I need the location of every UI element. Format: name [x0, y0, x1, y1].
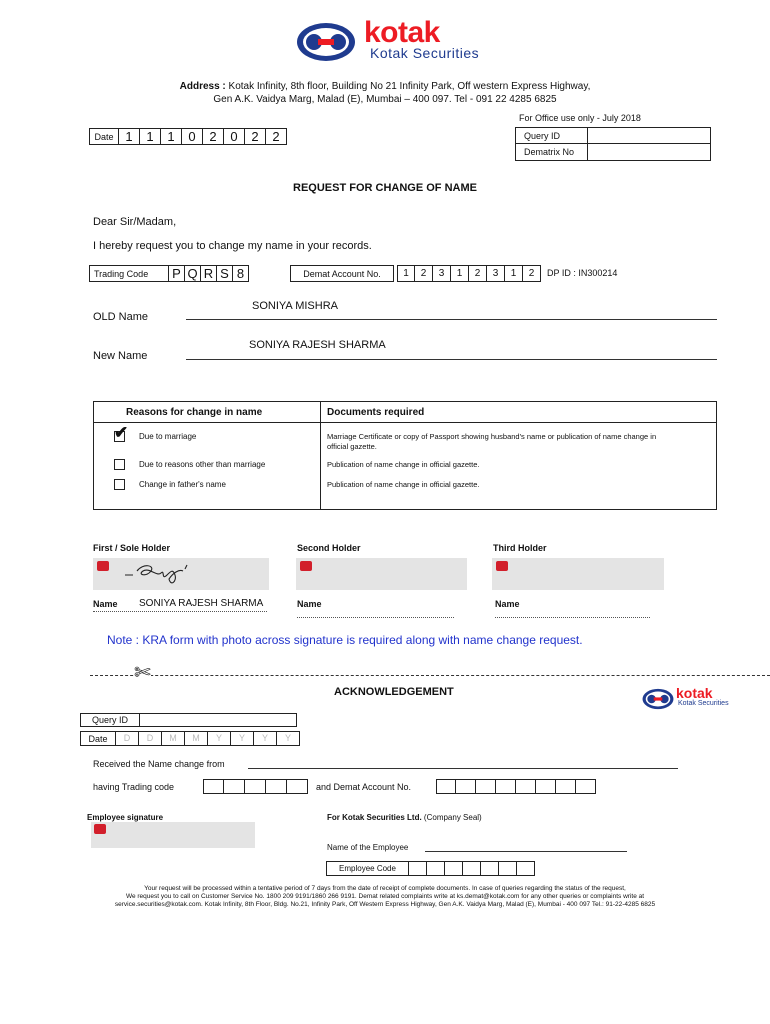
- required-document: Publication of name change in official gazette.: [327, 460, 480, 469]
- employee-name-label: Name of the Employee: [327, 843, 409, 852]
- for-company: [327, 813, 482, 822]
- address-label: Address :: [179, 81, 226, 92]
- reasons-table: [93, 401, 717, 510]
- employee-code-cell[interactable]: [481, 861, 499, 876]
- ack-trading-cell[interactable]: [266, 779, 287, 794]
- footer-line1: Your request will be processed within a tentative period of 7 days from the date of receipt of complete documents. In case of queries regarding the status of the request,: [144, 885, 626, 892]
- dematrix-field[interactable]: [588, 144, 710, 160]
- dematrix-label: Dematrix No: [516, 144, 588, 160]
- reason-label: Due to marriage: [139, 432, 197, 441]
- demat-digit: 1: [397, 265, 415, 282]
- ack-trading-cell[interactable]: [245, 779, 266, 794]
- employee-code-label: Employee Code: [326, 861, 409, 876]
- company-seal: (Company Seal): [423, 813, 482, 822]
- documents-header: Documents required: [327, 407, 425, 418]
- brand-name: kotak: [364, 16, 440, 49]
- ack-demat-cell[interactable]: [576, 779, 596, 794]
- reason-label: Change in father's name: [139, 480, 226, 489]
- trading-code-char: 8: [233, 265, 249, 282]
- demat-label: Demat Account No.: [290, 265, 394, 282]
- office-use-table: [515, 127, 711, 161]
- demat-digit: 2: [523, 265, 541, 282]
- date-digits: [119, 128, 287, 145]
- brand-sub: Kotak Securities: [370, 45, 480, 61]
- ack-brand-sub: Kotak Securities: [678, 700, 729, 707]
- employee-code-cells: [409, 861, 535, 876]
- kotak-emblem-icon: [296, 22, 356, 62]
- query-id-label: Query ID: [516, 128, 588, 143]
- dp-id: DP ID : IN300214: [547, 268, 618, 278]
- signature-flag-icon: [97, 561, 109, 571]
- demat-digit: 1: [505, 265, 523, 282]
- ack-date-cell[interactable]: M: [162, 731, 185, 746]
- for-company-name: For Kotak Securities Ltd.: [327, 813, 422, 822]
- demat-digit: 3: [487, 265, 505, 282]
- ack-trading-label: having Trading code: [93, 782, 175, 792]
- handwritten-signature: [121, 559, 201, 589]
- date-digit: 2: [203, 128, 224, 145]
- ack-date-cells: [116, 731, 300, 746]
- query-id-field[interactable]: [588, 128, 710, 143]
- demat-account-field[interactable]: [290, 265, 541, 282]
- ack-demat-cells[interactable]: [436, 779, 596, 794]
- ack-demat-cell[interactable]: [436, 779, 456, 794]
- employee-code-cell[interactable]: [517, 861, 535, 876]
- ack-query-id-input[interactable]: [140, 713, 297, 727]
- ack-demat-cell[interactable]: [536, 779, 556, 794]
- third-holder-signature-field[interactable]: [492, 558, 664, 590]
- reasons-header: Reasons for change in name: [126, 407, 263, 418]
- ack-brand-name: kotak: [676, 685, 713, 701]
- signature-flag-icon: [94, 824, 106, 834]
- ack-demat-cell[interactable]: [516, 779, 536, 794]
- date-label: Date: [89, 128, 119, 145]
- ack-demat-cell[interactable]: [456, 779, 476, 794]
- ack-date-cell[interactable]: M: [185, 731, 208, 746]
- old-name-line[interactable]: [186, 319, 717, 320]
- date-digit: 0: [182, 128, 203, 145]
- date-field[interactable]: [89, 128, 287, 145]
- signature-flag-icon: [496, 561, 508, 571]
- ack-title: ACKNOWLEDGEMENT: [334, 686, 454, 698]
- date-digit: 1: [161, 128, 182, 145]
- ack-demat-cell[interactable]: [556, 779, 576, 794]
- ack-trading-code-cells[interactable]: [203, 779, 308, 794]
- trading-code-field[interactable]: [89, 265, 249, 282]
- demat-digit: 2: [469, 265, 487, 282]
- date-digit: 1: [140, 128, 161, 145]
- ack-trading-cell[interactable]: [224, 779, 245, 794]
- kotak-emblem-icon: [642, 688, 674, 710]
- trading-code-cells: [169, 265, 249, 282]
- employee-signature-label: Employee signature: [87, 813, 164, 822]
- ack-demat-cell[interactable]: [496, 779, 516, 794]
- first-holder-name-label: Name: [93, 599, 118, 609]
- second-holder-label: Second Holder: [297, 543, 361, 553]
- demat-digit: 2: [415, 265, 433, 282]
- office-use-note: For Office use only - July 2018: [519, 113, 641, 123]
- address-line2: Gen A.K. Vaidya Marg, Malad (E), Mumbai – 400 097. Tel - 091 22 4285 6825: [213, 94, 557, 105]
- ack-date-cell[interactable]: Y: [208, 731, 231, 746]
- footer-text: [0, 885, 770, 909]
- demat-digit: 3: [433, 265, 451, 282]
- employee-code-cell[interactable]: [427, 861, 445, 876]
- ack-date-cell[interactable]: Y: [231, 731, 254, 746]
- first-holder-name: SONIYA RAJESH SHARMA: [139, 598, 264, 609]
- ack-date-cell[interactable]: D: [139, 731, 162, 746]
- employee-name-line[interactable]: [425, 851, 627, 852]
- salutation: Dear Sir/Madam,: [93, 216, 177, 228]
- date-digit: 2: [245, 128, 266, 145]
- reason-checkbox[interactable]: [114, 459, 125, 470]
- footer-line2: We request you to call on Customer Service No. 1800 209 9191/1860 266 9191. Demat related complaints write at ks.demat@kotak.com for any other queries or complaints write at: [125, 893, 645, 900]
- reason-label: Due to reasons other than marriage: [139, 460, 266, 469]
- employee-code-cell[interactable]: [499, 861, 517, 876]
- new-name-value: SONIYA RAJESH SHARMA: [249, 339, 386, 351]
- request-line: I hereby request you to change my name in your records.: [93, 240, 372, 252]
- third-holder-name-label: Name: [495, 599, 520, 609]
- date-digit: 0: [224, 128, 245, 145]
- form-title: REQUEST FOR CHANGE OF NAME: [293, 182, 477, 194]
- kotak-logo: [296, 16, 496, 64]
- address-block: [0, 80, 770, 106]
- ack-demat-cell[interactable]: [476, 779, 496, 794]
- demat-digit-cells: [397, 265, 541, 282]
- ack-query-id-label: Query ID: [80, 713, 140, 727]
- ack-date-field[interactable]: [80, 731, 300, 746]
- ack-date-cell[interactable]: D: [116, 731, 139, 746]
- second-holder-signature-field[interactable]: [296, 558, 467, 590]
- ack-date-label: Date: [80, 731, 116, 746]
- old-name-value: SONIYA MISHRA: [252, 300, 338, 312]
- trading-code-char: Q: [185, 265, 201, 282]
- footer-line3: service.securities@kotak.com. Kotak Infinity, 8th Floor, Bldg. No.21, Infinity Park, Off Western Express Highway, Gen A.K. Vaidya Marg, Malad (E), Mumbai - 400 097 Tel.: 91-22-4285 6825: [114, 901, 656, 908]
- date-digit: 1: [119, 128, 140, 145]
- second-holder-name-line[interactable]: [297, 617, 454, 618]
- date-digit: 2: [266, 128, 287, 145]
- employee-code-cell[interactable]: [445, 861, 463, 876]
- employee-signature-field[interactable]: [91, 822, 255, 848]
- employee-code-cell[interactable]: [409, 861, 427, 876]
- kra-note: Note : KRA form with photo across signature is required along with name change request.: [107, 633, 583, 647]
- third-holder-label: Third Holder: [493, 543, 547, 553]
- demat-digit: 1: [451, 265, 469, 282]
- required-document: Publication of name change in official gazette.: [327, 480, 480, 489]
- first-holder-label: First / Sole Holder: [93, 543, 171, 553]
- ack-trading-cell[interactable]: [287, 779, 308, 794]
- new-name-label: New Name: [93, 350, 148, 362]
- new-name-line[interactable]: [186, 359, 717, 360]
- reason-checkbox[interactable]: [114, 423, 129, 442]
- checkmark-icon: ✔: [114, 423, 129, 442]
- trading-code-char: R: [201, 265, 217, 282]
- second-holder-name-label: Name: [297, 599, 322, 609]
- ack-demat-label: and Demat Account No.: [316, 782, 412, 792]
- scissors-icon: ✄: [134, 662, 151, 684]
- old-name-label: OLD Name: [93, 311, 149, 323]
- third-holder-name-line[interactable]: [495, 617, 650, 618]
- reason-checkbox[interactable]: [114, 479, 125, 490]
- required-document: Marriage Certificate or copy of Passport showing husband's name or publication of name change in official gazette.: [327, 432, 657, 451]
- ack-trading-cell[interactable]: [203, 779, 224, 794]
- first-holder-signature-field[interactable]: [93, 558, 269, 590]
- ack-date-cell[interactable]: Y: [254, 731, 277, 746]
- first-holder-name-line[interactable]: [93, 611, 267, 612]
- trading-code-char: P: [169, 265, 185, 282]
- employee-code-field[interactable]: [326, 861, 535, 876]
- ack-received-label: Received the Name change from: [93, 759, 225, 769]
- address-line1: Kotak Infinity, 8th floor, Building No 21 Infinity Park, Off western Express Highway,: [228, 81, 591, 92]
- signature-flag-icon: [300, 561, 312, 571]
- ack-kotak-logo: [642, 687, 742, 713]
- trading-code-label: Trading Code: [89, 265, 169, 282]
- employee-code-cell[interactable]: [463, 861, 481, 876]
- ack-date-cell[interactable]: Y: [277, 731, 300, 746]
- cut-line: [90, 675, 770, 676]
- trading-code-char: S: [217, 265, 233, 282]
- ack-received-line[interactable]: [248, 768, 678, 769]
- ack-query-id-field[interactable]: [80, 713, 297, 727]
